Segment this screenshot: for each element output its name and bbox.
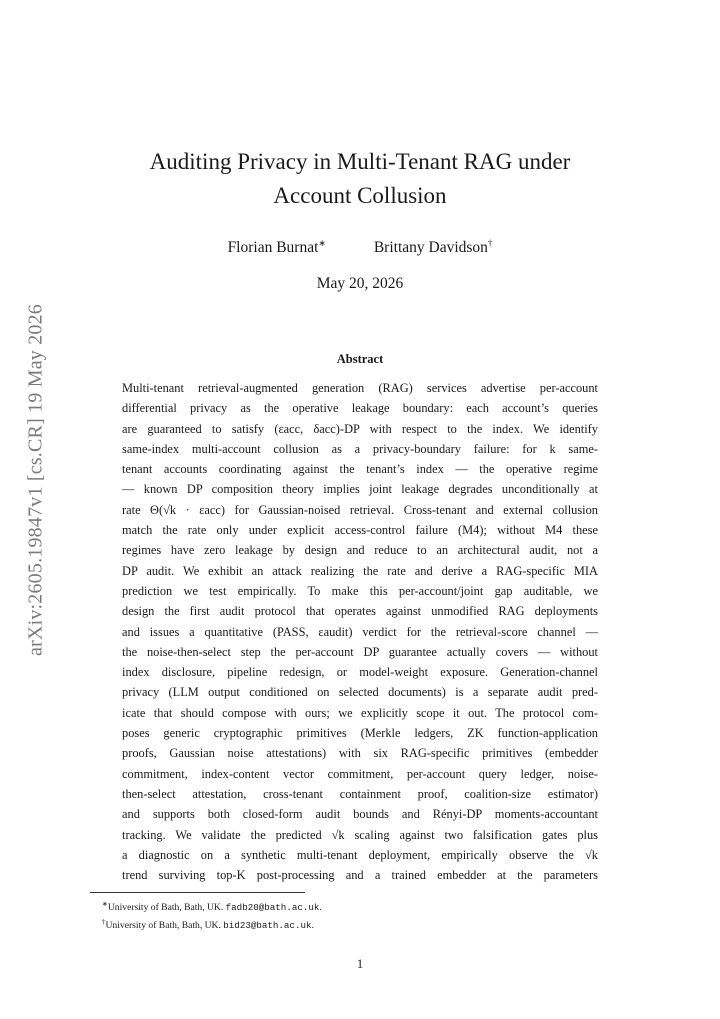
title-line-1: Auditing Privacy in Multi-Tenant RAG under: [149, 149, 571, 174]
abstract-line: then-select attestation, cross-tenant containment proof, coalition-size estimator): [122, 786, 598, 801]
abstract-line: poses generic cryptographic primitives (Merkle ledgers, ZK function-application: [122, 726, 598, 741]
abstract-line: match the rate only under explicit access-control failure (M4); without M4 these: [122, 523, 598, 538]
abstract-line: — known DP composition theory implies joint leakage degrades unconditionally at: [122, 482, 598, 497]
author-1: [228, 238, 326, 257]
title-line-2: Account Collusion: [273, 183, 447, 208]
abstract-line: proofs, Gaussian noise attestations) with six RAG-specific primitives (embedder: [122, 746, 598, 761]
footnote-mark: ∗: [102, 900, 108, 908]
abstract-line: same-index multi-account collusion as a privacy-boundary failure: for k same-: [122, 441, 598, 456]
abstract-line: privacy (LLM output conditioned on selected documents) is a separate audit pred-: [122, 685, 598, 700]
author-affiliation-mark: ∗: [318, 238, 326, 248]
publication-date: May 20, 2026: [316, 275, 404, 292]
abstract-line: prediction we test empirically. To make this per-account/joint gap auditable, we: [122, 583, 598, 598]
abstract-line: tenant accounts coordinating against the tenant’s index — the operative regime: [122, 462, 598, 477]
abstract-heading: Abstract: [336, 352, 384, 366]
abstract-line: Multi-tenant retrieval-augmented generation (RAG) services advertise per-account: [122, 381, 598, 395]
author-name: Florian Burnat: [227, 239, 319, 256]
footnote-affiliation: University of Bath, Bath, UK.: [105, 920, 224, 931]
abstract-line: tracking. We validate the predicted √k scaling against two falsification gates plus: [122, 827, 598, 842]
abstract-line: icate that should compose with ours; we explicitly scope it out. The protocol com-: [122, 705, 598, 720]
footnote-end: .: [319, 902, 322, 913]
footnote-1: [102, 897, 322, 915]
abstract-line: rate Θ(√k · εacc) for Gaussian-noised retrieval. Cross-tenant and external collusion: [122, 502, 598, 517]
author-name: Brittany Davidson: [373, 239, 488, 256]
author-2: [374, 238, 493, 257]
footnote-mark: †: [102, 918, 106, 926]
abstract-line: DP audit. We exhibit an attack realizing the rate and derive a RAG-specific MIA: [122, 563, 598, 578]
abstract-line: commitment, index-content vector commitment, per-account query ledger, noise-: [122, 766, 598, 781]
footnote-affiliation: University of Bath, Bath, UK.: [107, 902, 226, 913]
footnote-divider: [90, 892, 305, 893]
arxiv-identifier-stamp: arXiv:2605.19847v1 [cs.CR] 19 May 2026: [24, 303, 47, 657]
footnote-email[interactable]: bid23@bath.ac.uk: [223, 920, 312, 931]
footnotes: [102, 897, 322, 933]
abstract-line: regimes have zero leakage by design and reduce to an architectural audit, not a: [122, 543, 598, 558]
footnote-end: .: [311, 920, 314, 931]
abstract-line: a diagnostic on a synthetic multi-tenant deployment, empirically observe the √k: [122, 847, 598, 862]
footnote-email[interactable]: fadb20@bath.ac.uk: [225, 902, 320, 913]
abstract-line: design the first audit protocol that operates against unmodified RAG deployments: [122, 604, 598, 619]
abstract-line: index disclosure, pipeline redesign, or model-weight exposure. Generation-channel: [122, 665, 598, 680]
abstract-line: differential privacy as the operative leakage boundary: each account’s queries: [122, 401, 598, 416]
abstract-line: and supports both closed-form audit bounds and Rényi-DP moments-accountant: [122, 807, 598, 822]
footnote-2: [102, 915, 322, 933]
abstract-line: are guaranteed to satisfy (εacc, δacc)-DP with respect to the index. We identify: [122, 421, 598, 436]
abstract-body: [122, 378, 598, 885]
paper-title: [100, 145, 620, 213]
author-affiliation-mark: †: [487, 238, 493, 248]
abstract-line: trend surviving top-K post-processing and a trained embedder at the parameters: [122, 868, 598, 883]
abstract-line: and issues a quantitative (PASS, εaudit) verdict for the retrieval-score channel —: [122, 624, 598, 639]
abstract-line: the noise-then-select step the per-account DP guarantee actually covers — without: [122, 644, 598, 659]
author-list: [0, 238, 720, 257]
page-number: 1: [356, 957, 364, 971]
